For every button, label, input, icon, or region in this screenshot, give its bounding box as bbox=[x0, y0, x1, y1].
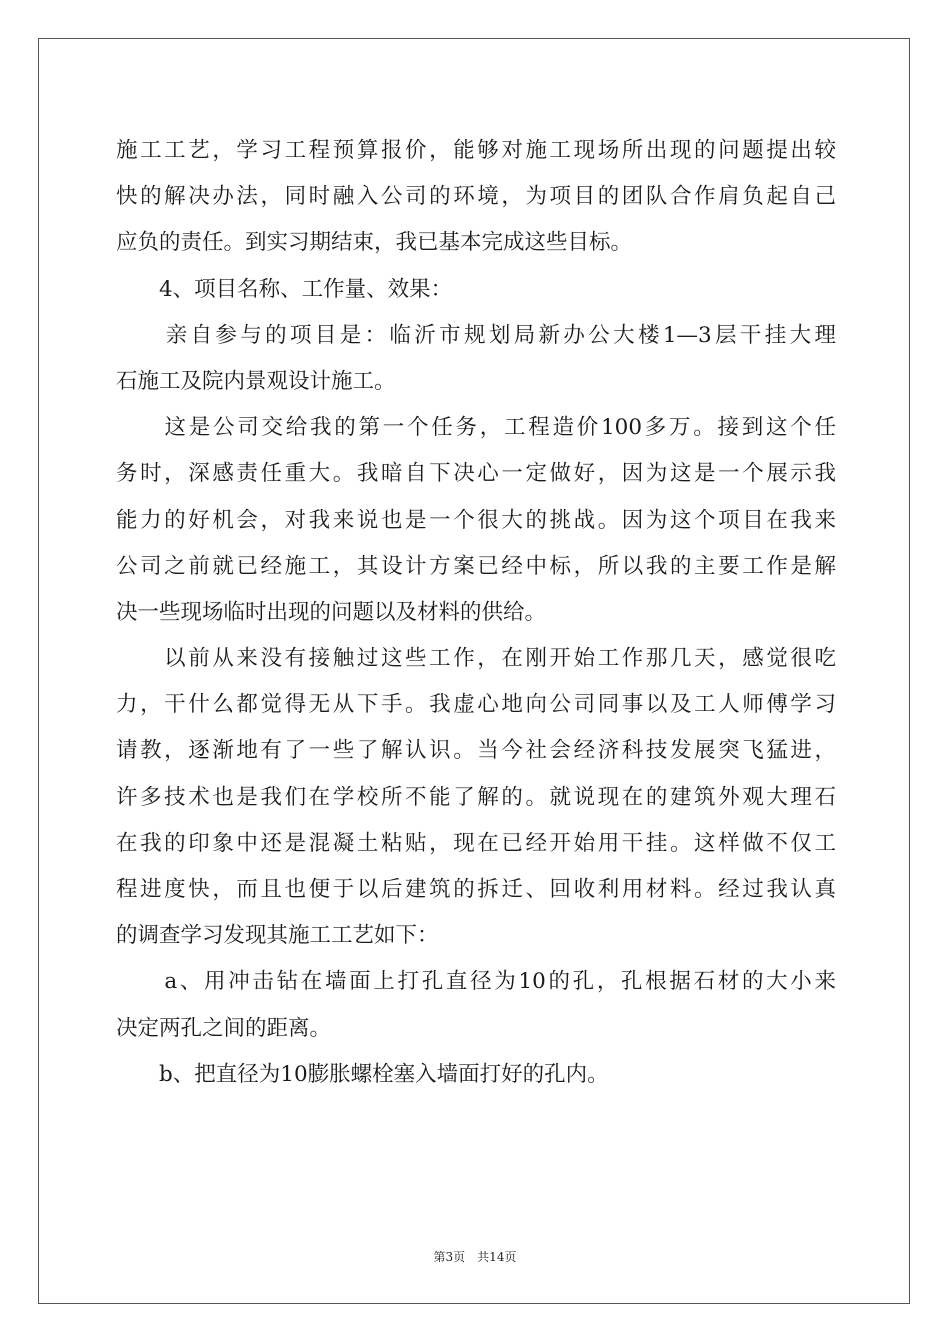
text-line: 的调查学习发现其施工工艺如下： bbox=[116, 923, 439, 949]
text-line: 应负的责任。到实习期结束，我已基本完成这些目标。 bbox=[116, 230, 633, 256]
text-line: 施工工艺，学习工程预算报价，能够对施工现场所出现的问题提出较 bbox=[116, 138, 836, 163]
text-line: b、把直径为10膨胀螺栓塞入墙面打好的孔内。 bbox=[116, 1061, 609, 1087]
text-line: 请教，逐渐地有了一些了解认识。当今社会经济科技发展突飞猛进， bbox=[116, 738, 836, 764]
text-line: 能力的好机会，对我来说也是一个很大的挑战。因为这个项目在我来 bbox=[116, 507, 836, 533]
text-line: 以前从来没有接触过这些工作，在刚开始工作那几天，感觉很吃 bbox=[116, 646, 836, 672]
text-line: 石施工及院内景观设计施工。 bbox=[116, 368, 396, 394]
text-line: 这是公司交给我的第一个任务，工程造价100多万。接到这个任 bbox=[116, 415, 836, 441]
document-body bbox=[116, 128, 836, 1098]
text-line: 公司之前就已经施工，其设计方案已经中标，所以我的主要工作是解 bbox=[116, 553, 836, 579]
text-line: 亲自参与的项目是：临沂市规划局新办公大楼1—3层干挂大理 bbox=[116, 322, 836, 348]
text-line: 4、项目名称、工作量、效果： bbox=[116, 276, 453, 302]
text-line: a、用冲击钻在墙面上打孔直径为10的孔，孔根据石材的大小来 bbox=[116, 969, 836, 995]
text-line: 程进度快，而且也便于以后建筑的拆迁、回收利用材料。经过我认真 bbox=[116, 877, 836, 902]
text-line: 在我的印象中还是混凝土粘贴，现在已经开始用干挂。这样做不仅工 bbox=[116, 830, 836, 856]
text-line: 快的解决办法，同时融入公司的环境，为项目的团队合作肩负起自己 bbox=[116, 184, 836, 210]
text-line: 决一些现场临时出现的问题以及材料的供给。 bbox=[116, 599, 547, 625]
text-line: 力，干什么都觉得无从下手。我虚心地向公司同事以及工人师傅学习 bbox=[116, 692, 836, 718]
text-line: 决定两孔之间的距离。 bbox=[116, 1015, 332, 1041]
text-line: 务时，深感责任重大。我暗自下决心一定做好，因为这是一个展示我 bbox=[116, 461, 836, 487]
text-line: 许多技术也是我们在学校所不能了解的。就说现在的建筑外观大理石 bbox=[116, 784, 836, 810]
page-number: 第3页 共14页 bbox=[433, 1250, 517, 1264]
